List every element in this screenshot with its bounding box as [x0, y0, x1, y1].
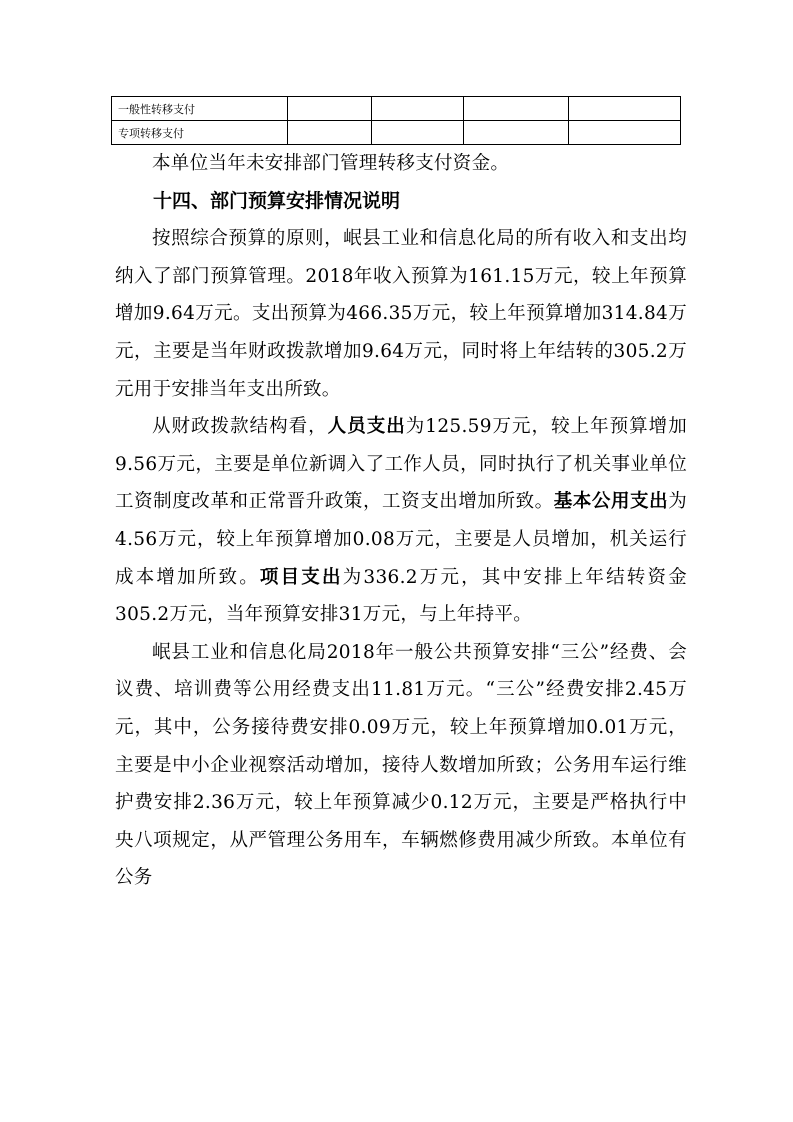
three-public-expenses-paragraph: 岷县工业和信息化局2018年一般公共预算安排“三公”经费、会议费、培训费等公用经费支出11.81万元。“三公”经费安排2.45万元，其中，公务接待费安排0.09万元，较上年预算增加0.01万元，主要是中小企业视察活动增加，接待人数增加所致；公务用车运行维护费安排2.36万元，较上年预算减少0.12万元，主要是严格执行中央八项规定，从严管理公务用车，车辆燃修费用减少所致。本单位有公务 [115, 641, 687, 889]
budget-overview-paragraph: 按照综合预算的原则，岷县工业和信息化局的所有收入和支出均纳入了部门预算管理。2018年收入预算为161.15万元，较上年预算增加9.64万元。支出预算为466.35万元，较上年预算增加314.84万元，主要是当年财政拨款增加9.64万元，同时将上年结转的305.2万元用于安排当年支出所致。 [115, 228, 687, 400]
table-row [112, 121, 681, 145]
table-cell [288, 97, 372, 121]
project-expense-label: 项目支出 [259, 566, 343, 588]
personnel-expense-label: 人员支出 [327, 416, 406, 438]
section-heading: 十四、部门预算安排情况说明 [153, 189, 401, 212]
project-expense-text: 为336.2万元，其中安排上年结转资金305.2万元，当年预算安排31万元，与上年持平。 [115, 566, 687, 626]
row-label-general-transfer: 一般性转移支付 [112, 97, 288, 121]
transfer-note: 本单位当年未安排部门管理转移支付资金。 [152, 153, 510, 174]
table-cell [569, 121, 681, 145]
body-text [115, 145, 687, 897]
table-cell [288, 121, 372, 145]
row-label-special-transfer: 专项转移支付 [112, 121, 288, 145]
table-row [112, 97, 681, 121]
basic-public-expense-label: 基本公用支出 [553, 491, 669, 513]
transfer-payment-table [111, 96, 681, 145]
table-cell [372, 121, 464, 145]
table-cell [569, 97, 681, 121]
table-cell [464, 97, 569, 121]
table-cell [464, 121, 569, 145]
basic-public-expense-text: 为4.56万元，较上年预算增加0.08万元，主要是人员增加，机关运行成本增加所致。 [115, 491, 687, 588]
table-cell [372, 97, 464, 121]
structure-intro: 从财政拨款结构看， [152, 416, 328, 438]
personnel-expense-text: 为125.59万元，较上年预算增加9.56万元，主要是单位新调入了工作人员，同时执行了机关事业单位工资制度改革和正常晋升政策，工资支出增加所致。 [115, 416, 687, 513]
appropriation-structure-paragraph [115, 408, 687, 634]
